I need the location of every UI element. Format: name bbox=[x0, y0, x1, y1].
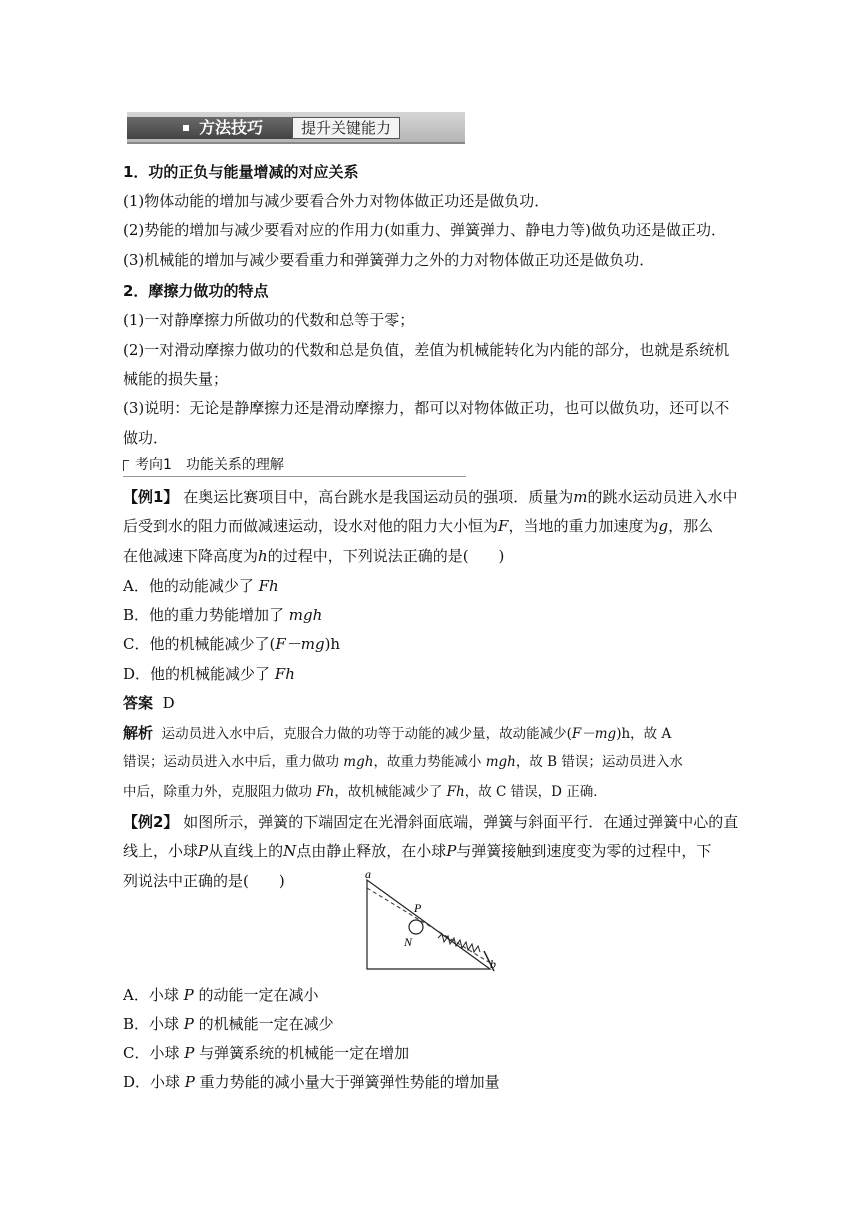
math-expr: mgh bbox=[485, 754, 516, 770]
incline-triangle bbox=[367, 880, 490, 969]
math-var: P bbox=[198, 842, 209, 860]
example1-analysis-line-1 bbox=[123, 723, 671, 744]
spring bbox=[438, 934, 480, 952]
math-var: h bbox=[258, 547, 268, 565]
option-text: C．他的机械能减少了( bbox=[123, 635, 276, 653]
example1-text: ，那么 bbox=[668, 517, 714, 535]
section2-item-2b: 械能的损失量； bbox=[123, 370, 229, 388]
example2-line-2 bbox=[123, 841, 711, 861]
section1-item-3: (3)机械能的增加与减少要看重力和弹簧弹力之外的力对物体做正功还是做负功． bbox=[123, 251, 655, 269]
analysis-text: 运动员进入水中后，克服合力做的功等于动能的减少量，故动能减少( bbox=[161, 726, 572, 742]
example2-option-d bbox=[123, 1072, 500, 1092]
math-var: F bbox=[498, 517, 509, 535]
banner-title: 方法技巧 bbox=[199, 118, 264, 137]
example1-text: 后受到水的阻力而做减速运动，设水对他的阻力大小恒为 bbox=[123, 517, 499, 535]
example1-analysis-line-3 bbox=[123, 782, 607, 802]
analysis-text: 错误；运动员进入水中后，重力做功 bbox=[123, 754, 344, 770]
label-a: a bbox=[365, 868, 371, 881]
section1-item-1: (1)物体动能的增加与减少要看合外力对物体做正功还是做负功． bbox=[123, 192, 550, 210]
banner-dark-block bbox=[127, 117, 292, 139]
option-text: 的机械能一定在减少 bbox=[193, 1015, 334, 1033]
math-expr: Fh bbox=[446, 784, 465, 800]
example1-text: ，当地的重力加速度为 bbox=[508, 517, 659, 535]
option-text: D．他的机械能减少了 bbox=[123, 665, 275, 683]
example2-line-3: 列说法中正确的是( ) bbox=[123, 872, 285, 890]
section2-item-2a: (2)一对滑动摩擦力做功的代数和总是负值，差值为机械能转化为内能的部分，也就是系统机 bbox=[123, 341, 730, 359]
example2-text: 与弹簧接触到速度变为零的过程中，下 bbox=[456, 842, 712, 860]
option-text: C．小球 bbox=[123, 1044, 185, 1062]
section1-heading: 1．功的正负与能量增减的对应关系 bbox=[123, 163, 359, 181]
math-var: P bbox=[446, 842, 457, 860]
analysis-text: ，故 C 错误，D 正确． bbox=[464, 784, 607, 800]
topic-subheading bbox=[123, 456, 466, 477]
math-var: g bbox=[658, 517, 669, 535]
math-var: N bbox=[283, 842, 297, 860]
corner-bracket-icon bbox=[123, 460, 129, 471]
topic-subheading-text: 考向1 功能关系的理解 bbox=[135, 457, 284, 473]
option-text: )h bbox=[324, 635, 341, 653]
example2-text: 线上，小球 bbox=[123, 842, 199, 860]
analysis-label: 解析 bbox=[123, 724, 154, 742]
math-var: P bbox=[183, 986, 194, 1004]
example1-option-d bbox=[123, 664, 295, 684]
example1-text: 的过程中，下列说法正确的是( ) bbox=[267, 547, 505, 565]
math-expr: Fh bbox=[258, 577, 279, 595]
math-expr: mgh bbox=[343, 754, 374, 770]
section1-item-2: (2)势能的增加与减少要看对应的作用力(如重力、弹簧弹力、静电力等)做负功还是做正功． bbox=[123, 221, 726, 239]
square-bullet-icon bbox=[183, 125, 189, 131]
example1-line-3 bbox=[123, 546, 504, 566]
example1-option-a bbox=[123, 576, 279, 596]
example1-tag: 【例1】 bbox=[123, 488, 179, 506]
analysis-text: ，故重力势能减小 bbox=[373, 754, 486, 770]
option-text: B．他的重力势能增加了 bbox=[123, 606, 289, 624]
section2-item-3b: 做功． bbox=[123, 429, 169, 447]
section2-item-3a: (3)说明：无论是静摩擦力还是滑动摩擦力，都可以对物体做正功，也可以做负功，还可以不 bbox=[123, 399, 730, 417]
option-text: A．小球 bbox=[123, 986, 184, 1004]
section2-heading: 2．摩擦力做功的特点 bbox=[123, 282, 269, 300]
center-dashed-line bbox=[367, 888, 492, 964]
example1-line-1 bbox=[123, 487, 737, 507]
math-var: P bbox=[184, 1044, 195, 1062]
example1-option-c bbox=[123, 634, 340, 654]
example2-option-c bbox=[123, 1043, 409, 1063]
example2-text: 从直线上的 bbox=[208, 842, 284, 860]
ball-p bbox=[409, 920, 423, 934]
section-banner bbox=[127, 112, 465, 144]
analysis-text: )h，故 A bbox=[616, 726, 672, 742]
math-var: P bbox=[183, 1015, 194, 1033]
banner-subtitle: 提升关键能力 bbox=[292, 117, 400, 139]
answer-value: D bbox=[162, 694, 175, 712]
example2-option-b bbox=[123, 1014, 334, 1034]
math-expr: F－mg bbox=[275, 635, 325, 653]
answer-label: 答案 bbox=[123, 694, 154, 712]
example1-text: 在奥运比赛项目中，高台跳水是我国运动员的强项．质量为 bbox=[183, 488, 574, 506]
math-expr: mgh bbox=[288, 606, 323, 624]
example1-line-2 bbox=[123, 516, 713, 536]
math-expr: Fh bbox=[316, 784, 335, 800]
example2-text: 如图所示，弹簧的下端固定在光滑斜面底端，弹簧与斜面平行．在通过弹簧中心的直 bbox=[183, 813, 739, 831]
math-var: m bbox=[573, 488, 588, 506]
option-text: D．小球 bbox=[123, 1073, 185, 1091]
example2-tag: 【例2】 bbox=[123, 813, 179, 831]
example2-text: 点由静止释放，在小球 bbox=[296, 842, 447, 860]
math-var: P bbox=[184, 1073, 195, 1091]
analysis-text: 中后，除重力外，克服阻力做功 bbox=[123, 784, 317, 800]
option-text: 与弹簧系统的机械能一定在增加 bbox=[194, 1044, 410, 1062]
label-n: N bbox=[404, 935, 413, 949]
example1-answer bbox=[123, 693, 175, 713]
option-text: A．他的动能减少了 bbox=[123, 577, 259, 595]
math-expr: F－mg bbox=[571, 726, 617, 742]
analysis-text: ，故 B 错误；运动员进入水 bbox=[515, 754, 683, 770]
math-expr: Fh bbox=[274, 665, 295, 683]
example1-option-b bbox=[123, 605, 322, 625]
example2-option-a bbox=[123, 985, 318, 1005]
incline-spring-figure bbox=[360, 868, 510, 972]
example2-line-1 bbox=[123, 812, 738, 832]
example1-analysis-line-2 bbox=[123, 752, 683, 772]
analysis-text: ，故机械能减少了 bbox=[334, 784, 447, 800]
option-text: 的动能一定在减小 bbox=[193, 986, 319, 1004]
option-text: B．小球 bbox=[123, 1015, 184, 1033]
label-p: P bbox=[414, 901, 422, 915]
example1-text: 在他减速下降高度为 bbox=[123, 547, 259, 565]
option-text: 重力势能的减小量大于弹簧弹性势能的增加量 bbox=[194, 1073, 500, 1091]
label-b: b bbox=[490, 957, 496, 971]
section2-item-1: (1)一对静摩擦力所做功的代数和总等于零； bbox=[123, 311, 415, 329]
example1-text: 的跳水运动员进入水中 bbox=[587, 488, 738, 506]
